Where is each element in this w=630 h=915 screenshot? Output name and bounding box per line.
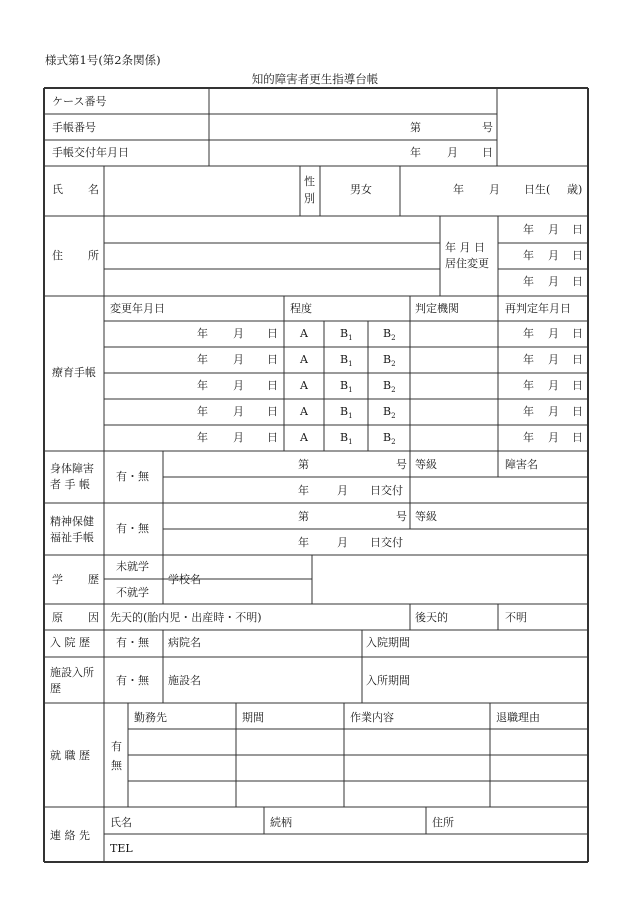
- cause-label-2: 因: [88, 611, 99, 624]
- ryoiku-change-day: 日: [267, 431, 278, 444]
- ryoiku-grade-b1-subscript: 1: [348, 412, 353, 420]
- ryoiku-change-year: 年: [197, 405, 208, 418]
- employment-col-reason: 退職理由: [496, 711, 540, 724]
- ryoiku-rejudge-month: 月: [548, 327, 559, 340]
- facility-label-1: 施設入所: [50, 666, 94, 679]
- address-change-year: 年: [523, 249, 534, 262]
- issue-date-day: 日: [482, 146, 493, 159]
- name-label-2: 名: [88, 183, 99, 196]
- facility-period: 入所期間: [366, 674, 410, 687]
- ryoiku-change-month: 月: [233, 431, 244, 444]
- cause-label-1: 原: [52, 611, 63, 624]
- ryoiku-grade-a: A: [300, 353, 308, 366]
- techo-number-dai: 第: [410, 121, 421, 134]
- ryoiku-change-day: 日: [267, 327, 278, 340]
- ryoiku-col-agency: 判定機関: [415, 302, 459, 315]
- education-school: 学校名: [168, 573, 201, 586]
- sex-label-2: 別: [304, 192, 315, 205]
- name-label-1: 氏: [52, 183, 63, 196]
- ryoiku-grade-b2-subscript: 2: [391, 386, 396, 394]
- ryoiku-grade-a: A: [300, 379, 308, 392]
- hospital-period: 入院期間: [366, 636, 410, 649]
- issue-date-year: 年: [410, 146, 421, 159]
- shintai-label-2: 者 手 帳: [50, 478, 90, 491]
- ryoiku-change-year: 年: [197, 431, 208, 444]
- address-change-month: 月: [548, 249, 559, 262]
- hospital-label: 入 院 歴: [50, 636, 90, 649]
- ryoiku-grade-b1-subscript: 1: [348, 360, 353, 368]
- ryoiku-change-year: 年: [197, 379, 208, 392]
- employment-col-period: 期間: [242, 711, 264, 724]
- ryoiku-change-month: 月: [233, 353, 244, 366]
- ryoiku-grade-b2: $B_2$: [383, 379, 396, 394]
- address-change-day: 日: [572, 223, 583, 236]
- form-number-label: 様式第1号(第2条関係): [45, 53, 161, 67]
- ryoiku-grade-a: A: [300, 327, 308, 340]
- ryoiku-change-day: 日: [267, 379, 278, 392]
- ryoiku-grade-b2: $B_2$: [383, 353, 396, 368]
- shintai-label-1: 身体障害: [50, 462, 94, 475]
- address-change-year: 年: [523, 275, 534, 288]
- employment-col-work: 作業内容: [350, 711, 394, 724]
- ryoiku-rejudge-year: 年: [523, 353, 534, 366]
- techo-number-go: 号: [482, 121, 493, 134]
- birth-year: 年: [453, 183, 464, 196]
- case-number-label: ケース番号: [52, 95, 107, 108]
- ryoiku-rejudge-day: 日: [572, 379, 583, 392]
- ryoiku-grade-b2: $B_2$: [383, 327, 396, 342]
- address-label-1: 住: [52, 249, 63, 262]
- ryoiku-rejudge-year: 年: [523, 405, 534, 418]
- seishin-grade: 等級: [415, 510, 437, 523]
- birth-age: 歳): [567, 183, 583, 196]
- ryoiku-change-day: 日: [267, 405, 278, 418]
- ryoiku-col-change-date: 変更年月日: [110, 302, 165, 315]
- contact-name: 氏名: [110, 816, 132, 829]
- ryoiku-change-year: 年: [197, 353, 208, 366]
- ryoiku-grade-a: A: [300, 431, 308, 444]
- address-change-month: 月: [548, 223, 559, 236]
- education-label-2: 歴: [88, 573, 99, 586]
- seishin-issued: 日交付: [370, 536, 403, 549]
- shintai-umu: 有・無: [116, 470, 149, 483]
- ryoiku-grade-b1: $B_1$: [340, 431, 353, 446]
- ryoiku-rejudge-day: 日: [572, 353, 583, 366]
- address-change-label: 居住変更: [445, 257, 489, 270]
- hospital-name: 病院名: [168, 636, 201, 649]
- ryoiku-grade-b2-subscript: 2: [391, 334, 396, 342]
- ryoiku-rejudge-month: 月: [548, 353, 559, 366]
- contact-relation: 続柄: [270, 816, 292, 829]
- shintai-month: 月: [337, 484, 348, 497]
- education-label-1: 学: [52, 573, 63, 586]
- ryoiku-rejudge-day: 日: [572, 327, 583, 340]
- ryoiku-grade-b1: $B_1$: [340, 327, 353, 342]
- ryoiku-grade-b1: $B_1$: [340, 353, 353, 368]
- ryoiku-grade-b2: $B_2$: [383, 405, 396, 420]
- ryoiku-grade-a: A: [300, 405, 308, 418]
- shintai-go: 号: [396, 458, 407, 471]
- ryoiku-grade-b2-subscript: 2: [391, 360, 396, 368]
- issue-date-label: 手帳交付年月日: [52, 146, 129, 159]
- cause-acquired: 後天的: [415, 611, 448, 624]
- ryoiku-change-month: 月: [233, 405, 244, 418]
- ryoiku-grade-b2-subscript: 2: [391, 438, 396, 446]
- contact-address: 住所: [432, 816, 454, 829]
- ryoiku-rejudge-year: 年: [523, 379, 534, 392]
- address-label-2: 所: [88, 249, 99, 262]
- birth-suffix: 日生(: [524, 183, 551, 196]
- facility-name: 施設名: [168, 674, 201, 687]
- issue-date-month: 月: [447, 146, 458, 159]
- employment-umu-2: 無: [111, 759, 122, 772]
- seishin-umu: 有・無: [116, 522, 149, 535]
- ryoiku-grade-b1: $B_1$: [340, 379, 353, 394]
- cause-unknown: 不明: [505, 611, 527, 624]
- shintai-year: 年: [298, 484, 309, 497]
- hospital-umu: 有・無: [116, 636, 149, 649]
- facility-label-2: 歴: [50, 682, 61, 695]
- seishin-dai: 第: [298, 510, 309, 523]
- address-change-day: 日: [572, 275, 583, 288]
- ryoiku-change-month: 月: [233, 379, 244, 392]
- cause-congenital: 先天的(胎内児・出産時・不明): [110, 611, 262, 624]
- education-not-yet: 未就学: [116, 560, 149, 573]
- seishin-label-2: 福祉手帳: [50, 531, 94, 544]
- ryoiku-grade-b2-subscript: 2: [391, 412, 396, 420]
- sex-options: 男女: [350, 183, 372, 196]
- sex-label-1: 性: [304, 175, 315, 188]
- ryoiku-grade-b2: $B_2$: [383, 431, 396, 446]
- ryoiku-grade-b1-subscript: 1: [348, 386, 353, 394]
- employment-label: 就 職 歴: [50, 749, 90, 762]
- ryoiku-change-day: 日: [267, 353, 278, 366]
- address-change-year: 年: [523, 223, 534, 236]
- ryoiku-col-rejudge: 再判定年月日: [505, 302, 571, 315]
- contact-tel: TEL: [110, 842, 133, 855]
- seishin-label-1: 精神保健: [50, 515, 94, 528]
- ryoiku-grade-b1: $B_1$: [340, 405, 353, 420]
- ryoiku-col-grade: 程度: [290, 302, 312, 315]
- address-change-ymd: 年 月 日: [445, 241, 485, 254]
- seishin-month: 月: [337, 536, 348, 549]
- ryoiku-rejudge-day: 日: [572, 431, 583, 444]
- shintai-disability: 障害名: [505, 458, 538, 471]
- education-not-attend: 不就学: [116, 586, 149, 599]
- address-change-day: 日: [572, 249, 583, 262]
- employment-col-workplace: 勤務先: [134, 711, 167, 724]
- employment-umu-1: 有: [111, 740, 122, 753]
- facility-umu: 有・無: [116, 674, 149, 687]
- seishin-year: 年: [298, 536, 309, 549]
- ryoiku-rejudge-month: 月: [548, 431, 559, 444]
- ryoiku-rejudge-month: 月: [548, 379, 559, 392]
- ryoiku-change-month: 月: [233, 327, 244, 340]
- shintai-dai: 第: [298, 458, 309, 471]
- ryoiku-rejudge-day: 日: [572, 405, 583, 418]
- address-change-month: 月: [548, 275, 559, 288]
- ryoiku-rejudge-year: 年: [523, 431, 534, 444]
- ryoiku-rejudge-year: 年: [523, 327, 534, 340]
- birth-month: 月: [489, 183, 500, 196]
- ryoiku-grade-b1-subscript: 1: [348, 438, 353, 446]
- shintai-issued: 日交付: [370, 484, 403, 497]
- ryoiku-label: 療育手帳: [52, 366, 96, 379]
- contact-label: 連 絡 先: [50, 829, 90, 842]
- ryoiku-rejudge-month: 月: [548, 405, 559, 418]
- shintai-grade: 等級: [415, 458, 437, 471]
- seishin-go: 号: [396, 510, 407, 523]
- techo-number-label: 手帳番号: [52, 121, 96, 134]
- document-title: 知的障害者更生指導台帳: [251, 72, 379, 86]
- ryoiku-change-year: 年: [197, 327, 208, 340]
- ryoiku-grade-b1-subscript: 1: [348, 334, 353, 342]
